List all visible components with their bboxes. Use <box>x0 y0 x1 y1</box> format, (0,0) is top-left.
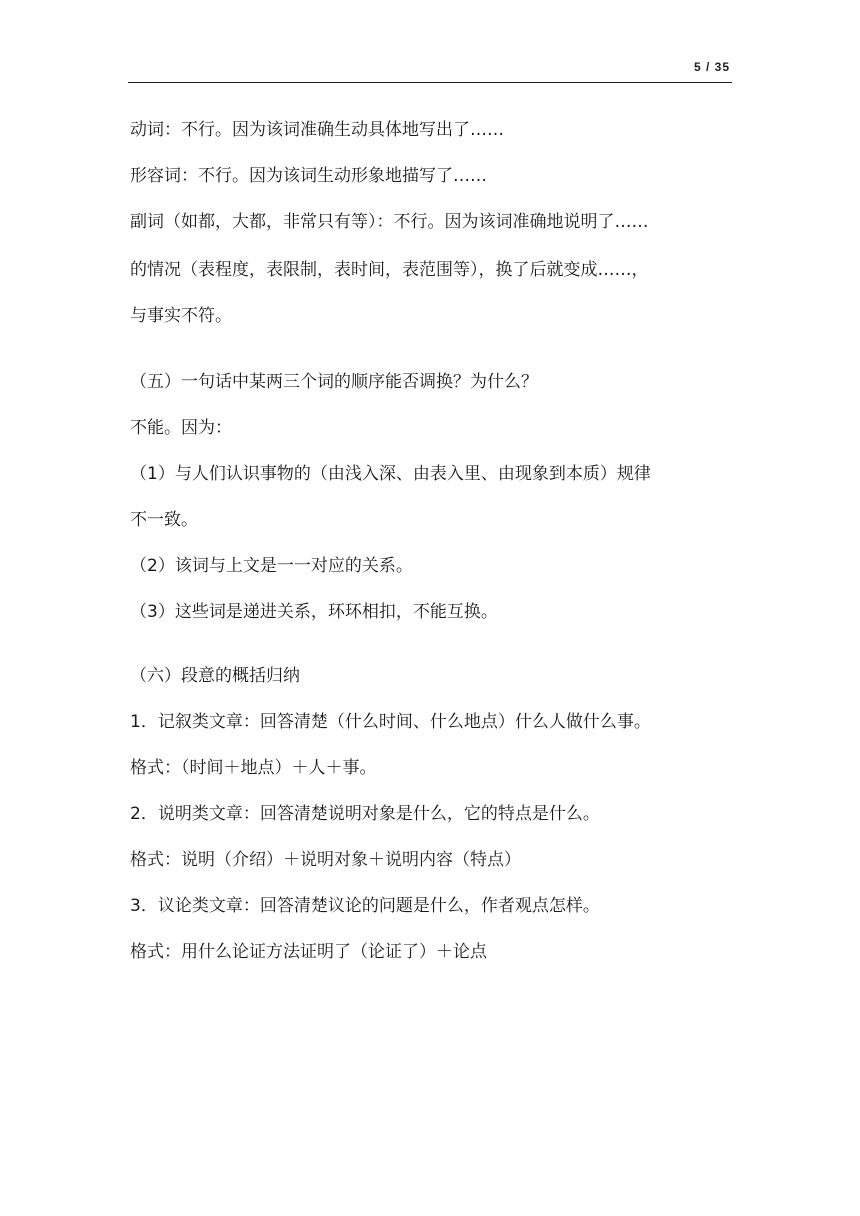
text-line: 的情况（表程度，表限制，表时间，表范围等），换了后就变成……， <box>130 260 649 280</box>
text-line: 与事实不符。 <box>130 306 232 326</box>
list-item: 2．说明类文章：回答清楚说明对象是什么，它的特点是什么。 <box>130 804 600 824</box>
text-line: 形容词：不行。因为该词生动形象地描写了…… <box>130 166 487 186</box>
text-line: 动词：不行。因为该词准确生动具体地写出了…… <box>130 120 504 140</box>
format-line: 格式：（时间＋地点）＋人＋事。 <box>130 758 377 778</box>
text-line: 不能。因为： <box>130 418 232 438</box>
format-line: 格式：说明（介绍）＋说明对象＋说明内容（特点） <box>130 850 521 870</box>
list-item: 1．记叙类文章：回答清楚（什么时间、什么地点）什么人做什么事。 <box>130 712 651 732</box>
page-header <box>128 56 732 83</box>
text-line: 不一致。 <box>130 510 198 530</box>
list-item: （3）这些词是递进关系，环环相扣，不能互换。 <box>130 602 498 622</box>
list-item: （2）该词与上文是一一对应的关系。 <box>130 556 413 576</box>
format-line: 格式：用什么论证方法证明了（论证了）＋论点 <box>130 942 487 962</box>
list-item: 3．议论类文章：回答清楚议论的问题是什么，作者观点怎样。 <box>130 896 600 916</box>
text-line: 副词（如都，大都，非常只有等）：不行。因为该词准确地说明了…… <box>130 212 649 232</box>
list-item: （1）与人们认识事物的（由浅入深、由表入里、由现象到本质）规律 <box>130 464 651 484</box>
section-heading: （六）段意的概括归纳 <box>130 666 300 686</box>
section-heading: （五）一句话中某两三个词的顺序能否调换？为什么？ <box>130 372 538 392</box>
page-number: 5 / 35 <box>693 60 730 74</box>
